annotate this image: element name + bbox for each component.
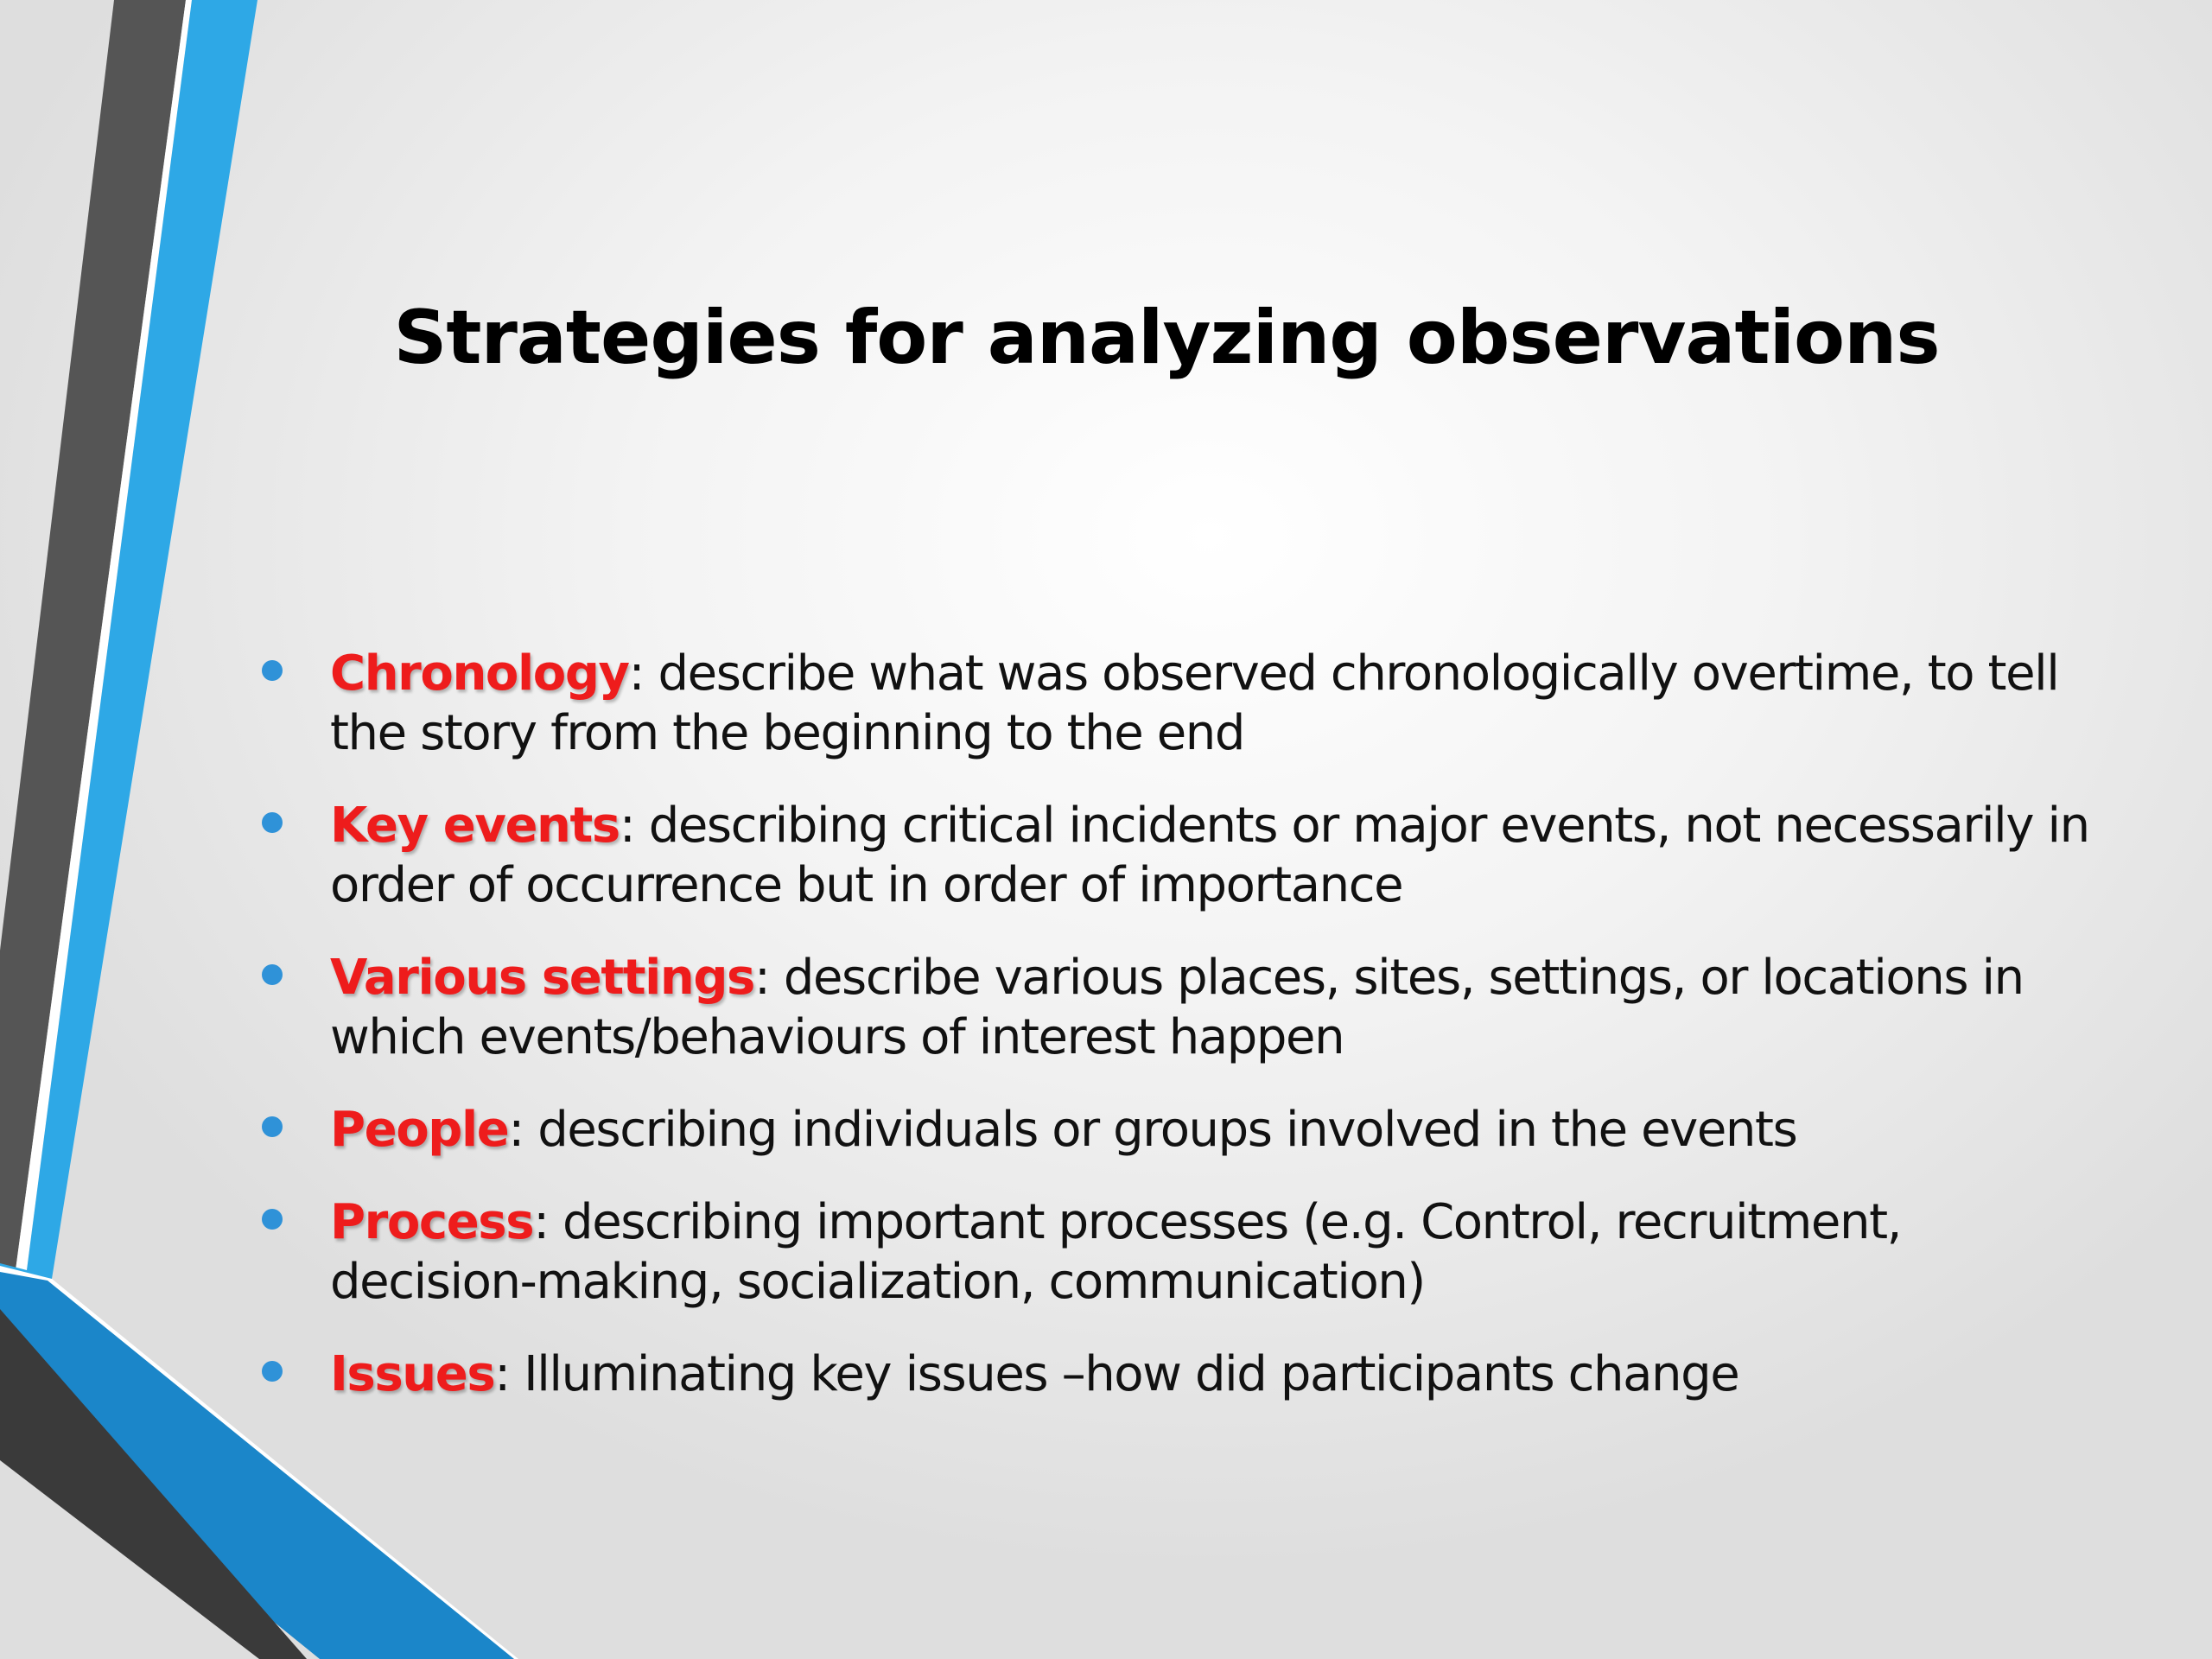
bullet-term: Process <box>330 1194 534 1250</box>
bullet-item <box>251 1192 2117 1312</box>
bullet-term: People <box>330 1102 509 1158</box>
bullet-term: Chronology <box>330 645 629 702</box>
bullet-item <box>251 644 2117 763</box>
bullet-text: : Illuminating key issues –how did participants change <box>494 1346 1739 1402</box>
bullet-dot-icon <box>262 812 283 833</box>
bullet-item <box>251 796 2117 915</box>
bullet-term: Various settings <box>330 950 754 1006</box>
bullet-dot-icon <box>262 1209 283 1230</box>
bullet-dot-icon <box>262 964 283 985</box>
dark-stripe-top <box>0 0 186 1270</box>
bullet-dot-icon <box>262 1116 283 1137</box>
slide-title: Strategies for analyzing observations <box>393 295 1940 381</box>
bullet-dot-icon <box>262 660 283 681</box>
bullet-text: : describe what was observed chronologically overtime, to tell the story from the beginning to the end <box>330 645 2059 761</box>
bullet-item <box>251 1344 2117 1404</box>
bullet-term: Issues <box>330 1346 495 1402</box>
bullet-term: Key events <box>330 798 620 854</box>
bullet-list <box>251 644 2117 1437</box>
bullet-text: : describing critical incidents or major events, not necessarily in order of occurrence but in order of importance <box>330 798 2089 913</box>
bullet-item <box>251 1100 2117 1160</box>
bullet-item <box>251 948 2117 1067</box>
bullet-dot-icon <box>262 1361 283 1382</box>
bullet-text: : describe various places, sites, settings, or locations in which events/behaviours of interest happen <box>330 950 2024 1065</box>
bullet-text: : describing important processes (e.g. Control, recruitment, decision-making, socialization, communication) <box>330 1194 1902 1310</box>
bullet-text: : describing individuals or groups involved in the events <box>508 1102 1797 1158</box>
